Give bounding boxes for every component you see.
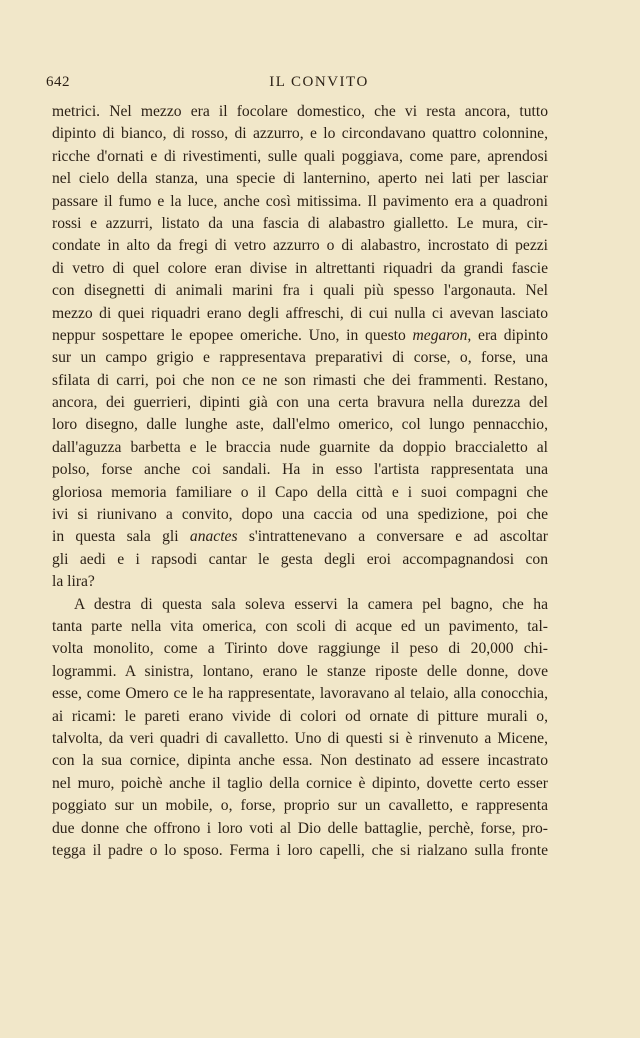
body-text (52, 101, 548, 862)
text-line: gli aedi e i rapsodi cantar le gesta degli eroi accompagnandosi con (52, 550, 548, 568)
text-line: polso, forse anche coi sandali. Ha in esso l'artista rappresentata una (52, 461, 548, 479)
text-fragment: neppur sospettare le epopee omeriche. Uno, in questo (52, 326, 413, 344)
text-line: sfilata di carri, poi che non ce ne son rimasti che dei frammenti. Restano, (52, 371, 548, 389)
text-line: metrici. Nel mezzo era il focolare domestico, che vi resta ancora, tutto (52, 103, 548, 120)
text-fragment: in questa sala gli (52, 528, 190, 546)
text-line: mezzo di quei riquadri erano degli affreschi, di cui nulla ci avevan lasciato (52, 304, 548, 322)
text-line: ricche d'ornati e di rivestimenti, sulle quali poggiava, come pare, aprendosi (52, 147, 548, 165)
text-line: la lira? (52, 573, 95, 591)
text-line: passare il fumo e la luce, anche così mitissima. Il pavimento era a quadroni (52, 192, 548, 210)
running-head (46, 72, 552, 92)
paragraph-start: A destra di questa sala soleva esservi la camera pel bagno, che ha (74, 595, 548, 613)
text-line: tanta parte nella vita omerica, con scoli di acque ed un pavimento, tal- (52, 617, 548, 635)
text-line-mixed (52, 325, 548, 347)
text-line: sur un campo grigio e rappresentava preparativi di corse, o, forse, una (52, 349, 548, 367)
text-line: dipinto di bianco, di rosso, di azzurro, e lo circondavano quattro colonnine, (52, 125, 548, 143)
text-line-mixed (52, 526, 548, 548)
page-number: 642 (46, 74, 70, 90)
text-line: con disegnetti di animali marini fra i quali più spesso l'argonauta. Nel (52, 282, 548, 300)
text-line: esse, come Omero ce le ha rappresentate, lavoravano al telaio, alla conocchia, (52, 685, 548, 703)
text-fragment: era dipinto (471, 326, 548, 344)
italic-term-anactes: anactes (189, 528, 238, 546)
text-line: talvolta, da veri quadri di cavalletto. Uno di questi si è rinvenuto a Micene, (52, 729, 548, 747)
text-line: tegga il padre o lo sposo. Ferma i loro capelli, che si rialzano sulla fronte (52, 841, 548, 859)
text-line: rossi e azzurri, listato da una fascia di alabastro gialletto. Le mura, cir- (52, 214, 548, 232)
text-line: nel muro, poichè anche il taglio della cornice è dipinto, dovette certo esser (52, 774, 548, 792)
text-line: condate in alto da fregi di vetro azzurro o di alabastro, incrostato di pezzi (52, 237, 548, 255)
text-line: ivi si riunivano a convito, dopo una caccia od una spedizione, poi che (52, 506, 548, 524)
text-line: volta monolito, come a Tirinto dove raggiunge il peso di 20,000 chi- (52, 640, 548, 658)
text-line: con la sua cornice, dipinta anche essa. Non destinato ad essere incastrato (52, 752, 548, 770)
italic-term-megaron: megaron, (412, 326, 472, 344)
text-line: di vetro di quel colore eran divise in altrettanti riquadri da grandi fascie (52, 259, 548, 277)
text-line: poggiato sur un mobile, o, forse, proprio sur un cavalletto, e rappresenta (52, 797, 548, 815)
text-line: gloriosa memoria familiare o il Capo della città e i suoi compagni che (52, 483, 548, 501)
running-title: IL CONVITO (269, 74, 369, 90)
text-line: logrammi. A sinistra, lontano, erano le stanze riposte delle donne, dove (52, 662, 548, 680)
text-line: loro disegno, dalle lunghe aste, dall'elmo omerico, col lungo pennacchio, (52, 416, 548, 434)
text-line: due donne che offrono i loro voti al Dio delle battaglie, perchè, forse, pro- (52, 819, 548, 837)
text-line: ancora, dei guerrieri, dipinti già con una certa bravura nella durezza del (52, 394, 548, 412)
text-line: dall'aguzza barbetta e le braccia nude guarnite da doppio braccialetto al (52, 438, 548, 456)
text-fragment: s'intrattenevano a conversare e ad ascoltar (237, 528, 548, 546)
text-line: nel cielo della stanza, una specie di lanternino, aperto nei lati per lasciar (52, 170, 548, 188)
text-line: ai ricami: le pareti erano vivide di colori od ornate di pitture murali o, (52, 707, 548, 725)
